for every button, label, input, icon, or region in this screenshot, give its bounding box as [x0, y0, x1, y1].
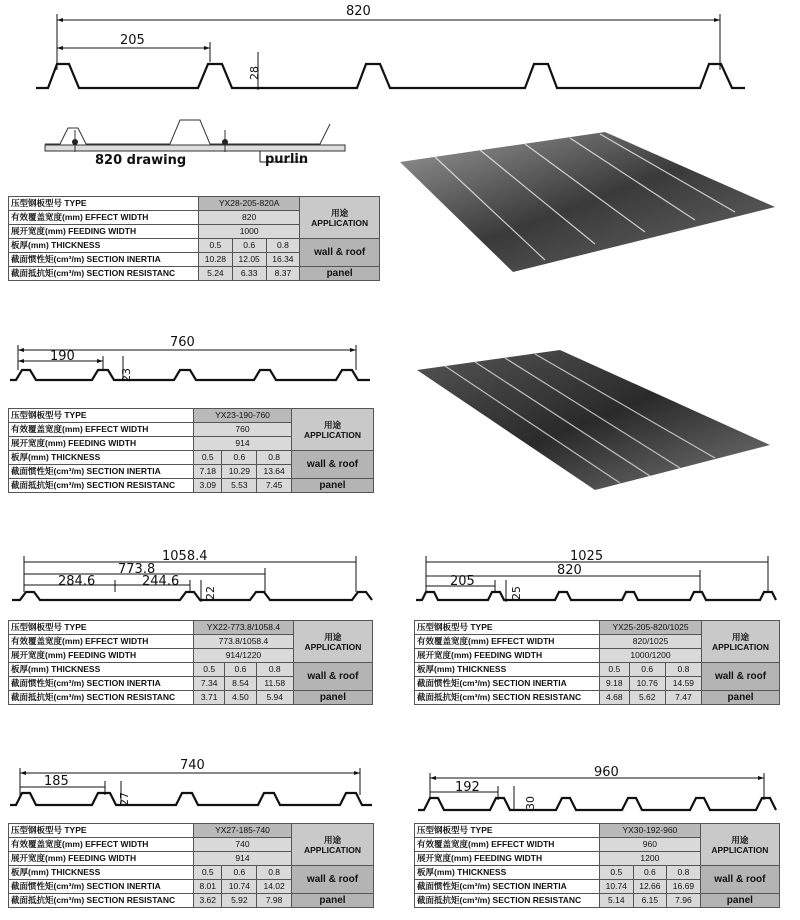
- thickness-cell: 0.6: [633, 866, 667, 880]
- installation-drawing: [40, 110, 370, 170]
- spec-table-yx22: [8, 620, 373, 705]
- feed-value: 1000: [199, 225, 300, 239]
- resist-cell: 5.92: [222, 894, 257, 908]
- thickness-cell: 0.5: [194, 663, 225, 677]
- row-thickness-label: 板厚(mm) THICKNESS: [9, 451, 194, 465]
- use-wall-roof: wall & roof: [293, 663, 372, 691]
- row-resist-label: 截面抵抗矩(cm³/m) SECTION RESISTANC: [9, 267, 199, 281]
- span-label: 773.8: [118, 562, 156, 577]
- feed-value: 1200: [600, 852, 701, 866]
- thickness-cell: 0.6: [629, 663, 665, 677]
- purlin-caption: purlin: [265, 152, 309, 167]
- inertia-cell: 7.34: [194, 677, 225, 691]
- pitch-label: 205: [450, 574, 475, 589]
- row-effect-label: 有效覆盖宽度(mm) EFFECT WIDTH: [9, 635, 194, 649]
- pitch-label: 190: [50, 349, 75, 364]
- use-panel: panel: [300, 267, 380, 281]
- pitch-a-label: 284.6: [58, 574, 96, 589]
- row-feed-label: 展开宽度(mm) FEEDING WIDTH: [415, 649, 600, 663]
- row-resist-label: 截面抵抗矩(cm³/m) SECTION RESISTANC: [9, 479, 194, 493]
- inertia-cell: 8.01: [194, 880, 222, 894]
- inertia-cell: 10.74: [600, 880, 634, 894]
- inertia-cell: 12.66: [633, 880, 667, 894]
- row-thickness-label: 板厚(mm) THICKNESS: [415, 866, 600, 880]
- thickness-cell: 0.5: [600, 663, 630, 677]
- effect-value: 773.8/1058.4: [194, 635, 294, 649]
- row-effect-label: 有效覆盖宽度(mm) EFFECT WIDTH: [9, 211, 199, 225]
- effect-value: 960: [600, 838, 701, 852]
- application-header: 用途 APPLICATION: [291, 409, 373, 451]
- application-header: 用途 APPLICATION: [702, 621, 780, 663]
- use-panel: panel: [291, 894, 373, 908]
- inertia-cell: 10.29: [222, 465, 257, 479]
- height-label: 30: [524, 796, 537, 810]
- inertia-cell: 10.76: [629, 677, 665, 691]
- profile-drawing-yx28: [0, 0, 800, 110]
- type-value: YX30-192-960: [600, 824, 701, 838]
- row-inertia-label: 截面惯性矩(cm³/m) SECTION INERTIA: [9, 677, 194, 691]
- thickness-cell: 0.5: [194, 451, 222, 465]
- spec-table-yx30: [414, 823, 780, 908]
- row-effect-label: 有效覆盖宽度(mm) EFFECT WIDTH: [415, 635, 600, 649]
- use-panel: panel: [291, 479, 373, 493]
- use-wall-roof: wall & roof: [300, 239, 380, 267]
- thickness-cell: 0.5: [199, 239, 233, 253]
- row-feed-label: 展开宽度(mm) FEEDING WIDTH: [9, 852, 194, 866]
- thickness-cell: 0.6: [222, 451, 257, 465]
- resist-cell: 7.47: [665, 691, 701, 705]
- thickness-cell: 0.6: [225, 663, 256, 677]
- row-effect-label: 有效覆盖宽度(mm) EFFECT WIDTH: [9, 838, 194, 852]
- row-effect-label: 有效覆盖宽度(mm) EFFECT WIDTH: [415, 838, 600, 852]
- steel-panel-photo-1: [395, 132, 795, 282]
- row-feed-label: 展开宽度(mm) FEEDING WIDTH: [9, 225, 199, 239]
- application-header: 用途 APPLICATION: [291, 824, 373, 866]
- resist-cell: 5.14: [600, 894, 634, 908]
- height-label: 27: [118, 792, 131, 806]
- use-wall-roof: wall & roof: [291, 451, 373, 479]
- inertia-cell: 7.18: [194, 465, 222, 479]
- row-thickness-label: 板厚(mm) THICKNESS: [9, 866, 194, 880]
- resist-cell: 6.33: [232, 267, 266, 281]
- row-inertia-label: 截面惯性矩(cm³/m) SECTION INERTIA: [9, 253, 199, 267]
- pitch-label: 192: [455, 780, 480, 795]
- resist-cell: 4.50: [225, 691, 256, 705]
- inertia-cell: 10.74: [222, 880, 257, 894]
- total-width-label: 960: [594, 765, 619, 780]
- row-feed-label: 展开宽度(mm) FEEDING WIDTH: [415, 852, 600, 866]
- row-resist-label: 截面抵抗矩(cm³/m) SECTION RESISTANC: [9, 894, 194, 908]
- height-label: 28: [248, 66, 261, 80]
- effect-value: 760: [194, 423, 292, 437]
- row-type-label: 压型钢板型号 TYPE: [9, 409, 194, 423]
- drawing-caption: 820 drawing: [95, 153, 187, 168]
- total-width-label: 740: [180, 758, 205, 773]
- type-value: YX27-185-740: [194, 824, 292, 838]
- height-label: 22: [204, 586, 217, 600]
- resist-cell: 5.53: [222, 479, 257, 493]
- row-type-label: 压型钢板型号 TYPE: [9, 621, 194, 635]
- type-value: YX25-205-820/1025: [600, 621, 702, 635]
- inertia-cell: 12.05: [232, 253, 266, 267]
- inertia-cell: 14.02: [257, 880, 292, 894]
- resist-cell: 5.94: [256, 691, 293, 705]
- row-feed-label: 展开宽度(mm) FEEDING WIDTH: [9, 649, 194, 663]
- inertia-cell: 10.28: [199, 253, 233, 267]
- thickness-cell: 0.8: [665, 663, 701, 677]
- total-width-label: 760: [170, 335, 195, 350]
- use-panel: panel: [293, 691, 372, 705]
- spec-table-yx28: [8, 196, 380, 281]
- row-type-label: 压型钢板型号 TYPE: [9, 824, 194, 838]
- thickness-cell: 0.8: [667, 866, 701, 880]
- resist-cell: 7.96: [667, 894, 701, 908]
- row-resist-label: 截面抵抗矩(cm³/m) SECTION RESISTANC: [415, 691, 600, 705]
- inertia-cell: 13.64: [257, 465, 292, 479]
- row-inertia-label: 截面惯性矩(cm³/m) SECTION INERTIA: [9, 880, 194, 894]
- row-type-label: 压型钢板型号 TYPE: [415, 621, 600, 635]
- type-value: YX28-205-820A: [199, 197, 300, 211]
- feed-value: 914/1220: [194, 649, 294, 663]
- row-inertia-label: 截面惯性矩(cm³/m) SECTION INERTIA: [415, 880, 600, 894]
- thickness-cell: 0.5: [194, 866, 222, 880]
- row-inertia-label: 截面惯性矩(cm³/m) SECTION INERTIA: [9, 465, 194, 479]
- resist-cell: 4.68: [600, 691, 630, 705]
- feed-value: 914: [194, 437, 292, 451]
- use-wall-roof: wall & roof: [700, 866, 779, 894]
- row-thickness-label: 板厚(mm) THICKNESS: [9, 239, 199, 253]
- pitch-label: 185: [44, 774, 69, 789]
- row-thickness-label: 板厚(mm) THICKNESS: [9, 663, 194, 677]
- feed-value: 1000/1200: [600, 649, 702, 663]
- row-resist-label: 截面抵抗矩(cm³/m) SECTION RESISTANC: [9, 691, 194, 705]
- resist-cell: 5.62: [629, 691, 665, 705]
- row-thickness-label: 板厚(mm) THICKNESS: [415, 663, 600, 677]
- spec-table-yx25: [414, 620, 780, 705]
- resist-cell: 5.24: [199, 267, 233, 281]
- span-label: 820: [557, 563, 582, 578]
- inertia-cell: 8.54: [225, 677, 256, 691]
- effect-value: 740: [194, 838, 292, 852]
- application-header: 用途 APPLICATION: [700, 824, 779, 866]
- resist-cell: 6.15: [633, 894, 667, 908]
- effect-value: 820: [199, 211, 300, 225]
- thickness-cell: 0.6: [222, 866, 257, 880]
- resist-cell: 3.09: [194, 479, 222, 493]
- total-width-label: 820: [346, 4, 371, 19]
- thickness-cell: 0.6: [232, 239, 266, 253]
- use-wall-roof: wall & roof: [702, 663, 780, 691]
- resist-cell: 3.71: [194, 691, 225, 705]
- steel-panel-photo-2: [415, 340, 800, 500]
- type-value: YX23-190-760: [194, 409, 292, 423]
- height-label: 25: [510, 586, 523, 600]
- row-effect-label: 有效覆盖宽度(mm) EFFECT WIDTH: [9, 423, 194, 437]
- type-value: YX22-773.8/1058.4: [194, 621, 294, 635]
- thickness-cell: 0.8: [256, 663, 293, 677]
- spec-table-yx27: [8, 823, 374, 908]
- thickness-cell: 0.8: [257, 451, 292, 465]
- row-type-label: 压型钢板型号 TYPE: [9, 197, 199, 211]
- pitch-b-label: 244.6: [142, 574, 180, 589]
- use-panel: panel: [702, 691, 780, 705]
- application-header: 用途 APPLICATION: [300, 197, 380, 239]
- row-feed-label: 展开宽度(mm) FEEDING WIDTH: [9, 437, 194, 451]
- application-header: 用途 APPLICATION: [293, 621, 372, 663]
- thickness-cell: 0.5: [600, 866, 634, 880]
- row-type-label: 压型钢板型号 TYPE: [415, 824, 600, 838]
- resist-cell: 7.45: [257, 479, 292, 493]
- use-wall-roof: wall & roof: [291, 866, 373, 894]
- inertia-cell: 9.18: [600, 677, 630, 691]
- feed-value: 914: [194, 852, 292, 866]
- resist-cell: 7.98: [257, 894, 292, 908]
- thickness-cell: 0.8: [266, 239, 300, 253]
- total-width-label: 1025: [570, 549, 604, 564]
- pitch-label: 205: [120, 33, 145, 48]
- inertia-cell: 16.34: [266, 253, 300, 267]
- row-resist-label: 截面抵抗矩(cm³/m) SECTION RESISTANC: [415, 894, 600, 908]
- resist-cell: 8.37: [266, 267, 300, 281]
- use-panel: panel: [700, 894, 779, 908]
- effect-value: 820/1025: [600, 635, 702, 649]
- height-label: 23: [120, 368, 133, 382]
- total-width-label: 1058.4: [162, 549, 208, 564]
- inertia-cell: 11.58: [256, 677, 293, 691]
- inertia-cell: 14.59: [665, 677, 701, 691]
- spec-table-yx23: [8, 408, 374, 493]
- thickness-cell: 0.8: [257, 866, 292, 880]
- row-inertia-label: 截面惯性矩(cm³/m) SECTION INERTIA: [415, 677, 600, 691]
- resist-cell: 3.62: [194, 894, 222, 908]
- inertia-cell: 16.69: [667, 880, 701, 894]
